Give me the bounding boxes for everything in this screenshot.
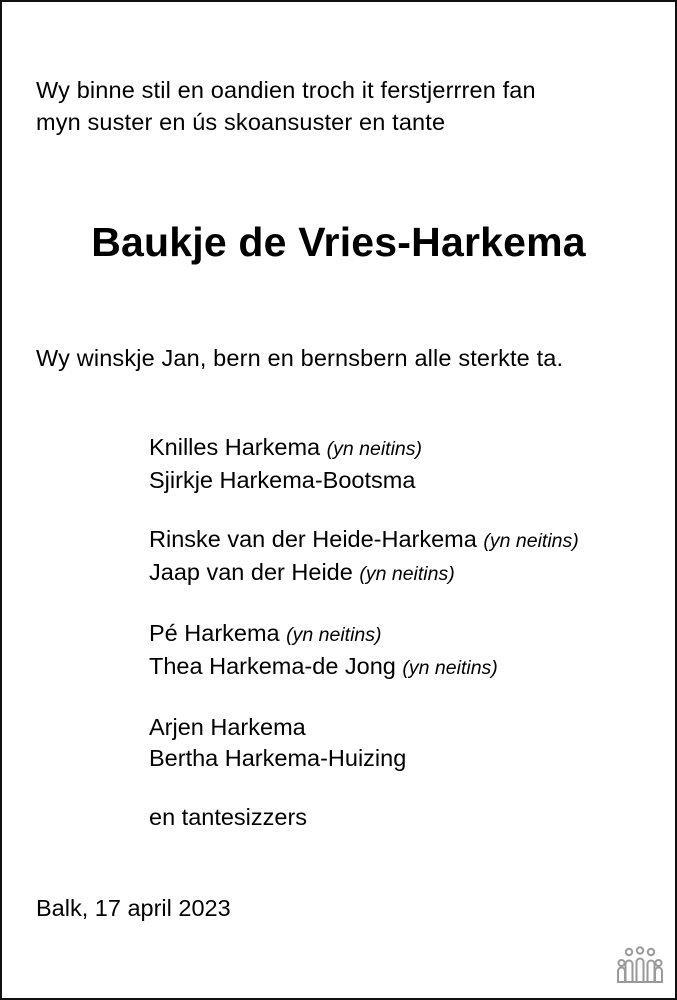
people-group-icon: [615, 946, 665, 984]
member-name: Knilles Harkema: [149, 434, 321, 460]
member-note: (yn neitins): [483, 530, 579, 552]
family-group: [149, 432, 579, 496]
place-date: Balk, 17 april 2023: [36, 895, 231, 921]
member-name: Bertha Harkema-Huizing: [149, 745, 407, 771]
family-group: [149, 712, 579, 774]
member-note: (yn neitins): [359, 563, 455, 585]
intro-line-1: Wy binne stil en oandien troch it ferstjerrren fan: [36, 77, 536, 103]
family-list: [149, 432, 579, 861]
family-member: [149, 465, 579, 496]
family-member: [149, 802, 579, 833]
member-name: Pé Harkema: [149, 620, 280, 646]
condolence-wish: Wy winskje Jan, bern en bernsbern alle sterkte ta.: [36, 345, 564, 371]
member-name: Rinske van der Heide-Harkema: [149, 526, 477, 552]
member-name: Arjen Harkema: [149, 714, 306, 740]
family-group: [149, 524, 579, 590]
member-name: Jaap van der Heide: [149, 559, 353, 585]
family-member: [149, 651, 579, 684]
family-member: [149, 524, 579, 557]
family-member: [149, 743, 579, 774]
family-member: [149, 618, 579, 651]
member-name: en tantesizzers: [149, 804, 308, 830]
member-name: Thea Harkema-de Jong: [149, 653, 396, 679]
member-note: (yn neitins): [286, 624, 382, 646]
intro-line-2: myn suster en ús skoansuster en tante: [36, 109, 446, 135]
family-member: [149, 712, 579, 743]
family-member: [149, 557, 579, 590]
family-group: [149, 618, 579, 684]
member-name: Sjirkje Harkema-Bootsma: [149, 467, 416, 493]
deceased-name: Baukje de Vries-Harkema: [91, 219, 586, 265]
family-member: [149, 432, 579, 465]
intro-text: [36, 74, 536, 138]
family-group: [149, 802, 579, 833]
member-note: (yn neitins): [326, 438, 422, 460]
member-note: (yn neitins): [402, 657, 498, 679]
